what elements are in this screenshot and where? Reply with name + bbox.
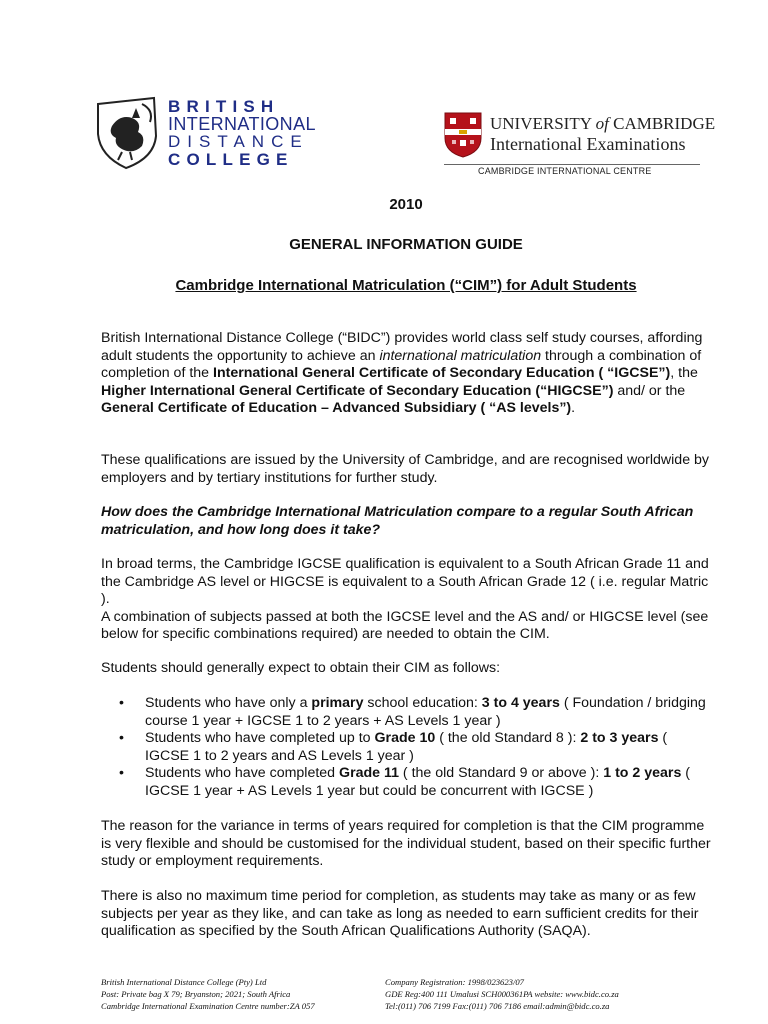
bidc-line-college: COLLEGE	[168, 149, 294, 169]
bidc-crest-icon	[92, 96, 162, 170]
variance-section	[101, 818, 713, 871]
bidc-line-international: INTERNATIONAL	[168, 113, 316, 134]
list-item	[101, 730, 713, 765]
intro-higcse: Higher International General Certificate of Secondary Education (“HIGCSE”)	[101, 382, 614, 399]
time-period-paragraph: There is also no maximum time period for completion, as students may take as many or as few subjects per year as they like, and can take as long as needed to earn sufficient credits for their qualification as specified by the South African Qualifications Authority (SAQA).	[101, 888, 699, 939]
intro-text-e: , the	[670, 365, 698, 381]
time-period-section	[101, 888, 713, 941]
cambridge-university-name	[490, 114, 715, 134]
footer-registration: Company Registration: 1998/023623/07	[385, 977, 524, 987]
cambridge-logo	[444, 112, 716, 178]
bullet-emphasis: primary	[311, 695, 364, 711]
bullet-duration: 1 to 2 years	[603, 765, 682, 781]
document-year: 2010	[389, 196, 423, 213]
bullet-emphasis: Grade 10	[374, 730, 436, 746]
intro-text-i: .	[571, 400, 576, 416]
footer-gde-website: GDE Reg:400 111 Umalusi SCH000361PA website: www.bidc.co.za	[385, 989, 619, 999]
intro-igcse: International General Certificate of Secondary Education ( “IGCSE”)	[213, 365, 671, 381]
list-item	[101, 765, 713, 800]
answer-section	[101, 556, 713, 644]
intro-text-b: international matriculation	[379, 347, 542, 364]
bullet-text: ( the old Standard 9 or above ):	[398, 765, 604, 781]
recognition-paragraph: These qualifications are issued by the University of Cambridge, and are recognised worldwide by employers and by tertiary institutions for further study.	[101, 452, 710, 486]
bidc-wordmark	[168, 98, 316, 168]
footer-postal-address: Post: Private bag X 79; Bryanston; 2021; South Africa	[101, 989, 291, 999]
bullet-icon: •	[119, 765, 124, 781]
variance-paragraph: The reason for the variance in terms of years required for completion is that the CIM programme is very flexible and should be customised for the individual student, based on their specific further study or employment requirements.	[101, 818, 711, 869]
university-pre: UNIVERSITY	[490, 114, 596, 133]
list-item	[101, 695, 713, 730]
question-section	[101, 504, 713, 539]
bullet-detail: ( IGCSE 1 to 2 years and AS Levels 1 year )	[145, 730, 668, 764]
recognition-section	[101, 452, 713, 487]
bullet-text: Students who have only a	[145, 695, 312, 711]
intro-text-a: British International Distance College (“BIDC”) provides world class self study courses, affording adult students the opportunity to achieve an	[101, 330, 703, 364]
duration-list	[101, 695, 713, 800]
university-post: CAMBRIDGE	[608, 114, 716, 133]
cambridge-centre-label: CAMBRIDGE INTERNATIONAL CENTRE	[478, 166, 652, 176]
guide-title: GENERAL INFORMATION GUIDE	[289, 236, 523, 253]
cambridge-shield-icon	[444, 112, 482, 158]
footer-tel-fax-email: Tel:(011) 706 7199 Fax:(011) 706 7186 email:admin@bidc.co.za	[385, 1001, 610, 1011]
bullet-text: ( the old Standard 8 ):	[435, 730, 581, 746]
cambridge-divider	[444, 164, 700, 165]
bullet-text: school education:	[363, 695, 482, 711]
bullet-text: Students who have completed	[145, 765, 340, 781]
bidc-logo	[92, 96, 332, 170]
bidc-line-distance: DISTANCE	[168, 132, 309, 151]
expectation-section	[101, 660, 713, 678]
bidc-line-british: BRITISH	[168, 97, 280, 116]
combination-paragraph: A combination of subjects passed at both the IGCSE level and the AS and/ or HIGCSE level (see below for specific combinations required) are needed to obtain the CIM.	[101, 608, 709, 642]
bullet-icon: •	[119, 695, 124, 711]
footer-company-info	[101, 976, 315, 1012]
duration-list-section	[101, 695, 713, 800]
bullet-emphasis: Grade 11	[339, 765, 399, 781]
bullet-icon: •	[119, 730, 124, 746]
intro-section	[101, 330, 713, 418]
bullet-duration: 3 to 4 years	[481, 695, 560, 711]
footer-contact-info	[385, 976, 619, 1012]
bullet-duration: 2 to 3 years	[580, 730, 659, 746]
bullet-text: Students who have completed up to	[145, 730, 375, 746]
bullet-detail: ( Foundation / bridging course 1 year + IGCSE 1 to 2 years + AS Levels 1 year )	[145, 695, 706, 729]
intro-text-g: and/ or the	[613, 382, 686, 399]
comparison-question: How does the Cambridge International Matriculation compare to a regular South African matriculation, and how long does it take?	[101, 504, 694, 538]
bullet-detail: ( IGCSE 1 year + AS Levels 1 year but could be concurrent with IGCSE )	[145, 765, 691, 799]
guide-subtitle: Cambridge International Matriculation (“CIM”) for Adult Students	[175, 277, 637, 294]
footer-company-name: British International Distance College (Pty) Ltd	[101, 977, 267, 987]
expectation-paragraph: Students should generally expect to obtain their CIM as follows:	[101, 660, 501, 676]
footer-centre-number: Cambridge International Examination Centre number:ZA 057	[101, 1001, 315, 1011]
university-of: of	[595, 114, 609, 133]
intro-text-c: through a combination of completion of the	[101, 347, 702, 381]
cambridge-intl-exams: International Examinations	[490, 134, 686, 154]
intro-paragraph	[101, 330, 713, 418]
equivalence-paragraph: In broad terms, the Cambridge IGCSE qualification is equivalent to a South African Grade 11 and the Cambridge AS level or HIGCSE is equivalent to a South African Grade 12 ( i.e. regular Matric ).	[101, 556, 709, 607]
intro-as-levels: General Certificate of Education – Advanced Subsidiary ( “AS levels”)	[101, 400, 572, 416]
